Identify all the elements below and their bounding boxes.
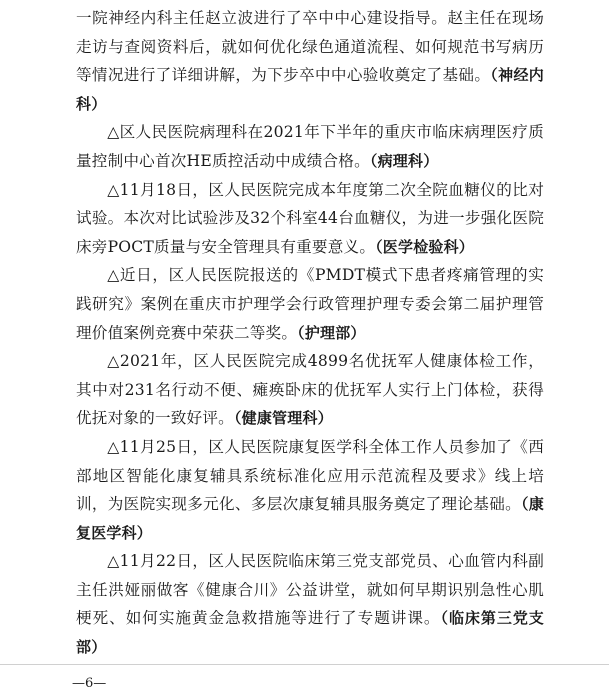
paragraph-text: △近日，区人民医院报送的《PMDT模式下患者疼痛管理的实践研究》案例在重庆市护理学会行政管理护理专委会第二届护理管理价值案例竞赛中荣获二等奖。 [76, 266, 544, 342]
paragraph-text: 一院神经内科主任赵立波进行了卒中中心建设指导。赵主任在现场走访与查阅资料后，就如何优化绿色通道流程、如何规范书写病历等情况进行了详细讲解，为下步卒中中心验收奠定了基础。 [76, 9, 544, 85]
page-number: —6— [72, 676, 107, 691]
paragraph-text: △11月18日，区人民医院完成本年度第二次全院血糖仪的比对试验。本次对比试验涉及32个科室44台血糖仪，为进一步强化医院床旁POCT质量与安全管理具有重要意义。 [76, 180, 544, 256]
department-tag: （病理科） [369, 151, 439, 170]
paragraph-rehabilitation [76, 433, 544, 547]
paragraph-lab [76, 176, 544, 262]
department-tag: （康复医学科） [76, 495, 544, 542]
paragraph-nursing [76, 261, 544, 347]
paragraph-health-management [76, 347, 544, 433]
department-tag: （护理部） [297, 323, 366, 342]
page-divider [0, 664, 609, 665]
paragraph-text: △11月22日，区人民医院临床第三党支部党员、心血管内科副主任洪娅丽做客《健康合川》公益讲堂，就如何早期识别急性心肌梗死、如何实施黄金急救措施等进行了专题讲课。 [76, 552, 544, 628]
paragraph-pathology [76, 118, 544, 175]
department-tag: （神经内科） [76, 66, 545, 113]
department-tag: （健康管理科） [233, 409, 333, 428]
department-tag: （临床第三党支部） [76, 609, 545, 657]
paragraph-neurology [76, 4, 544, 118]
paragraph-party-branch [76, 547, 544, 661]
paragraph-text: △区人民医院病理科在2021年下半年的重庆市临床病理医疗质量控制中心首次HE质控活动中成绩合格。 [76, 123, 544, 170]
article-body [76, 4, 544, 662]
department-tag: （医学检验科） [375, 237, 475, 256]
paragraph-text: △2021年，区人民医院完成4899名优抚军人健康体检工作，其中对231名行动不便、瘫痪卧床的优抚军人实行上门体检，获得优抚对象的一致好评。 [76, 352, 544, 428]
paragraph-text: △11月25日，区人民医院康复医学科全体工作人员参加了《西部地区智能化康复辅具系统标准化应用示范流程及要求》线上培训，为医院实现多元化、多层次康复辅具服务奠定了理论基础。 [76, 437, 544, 514]
